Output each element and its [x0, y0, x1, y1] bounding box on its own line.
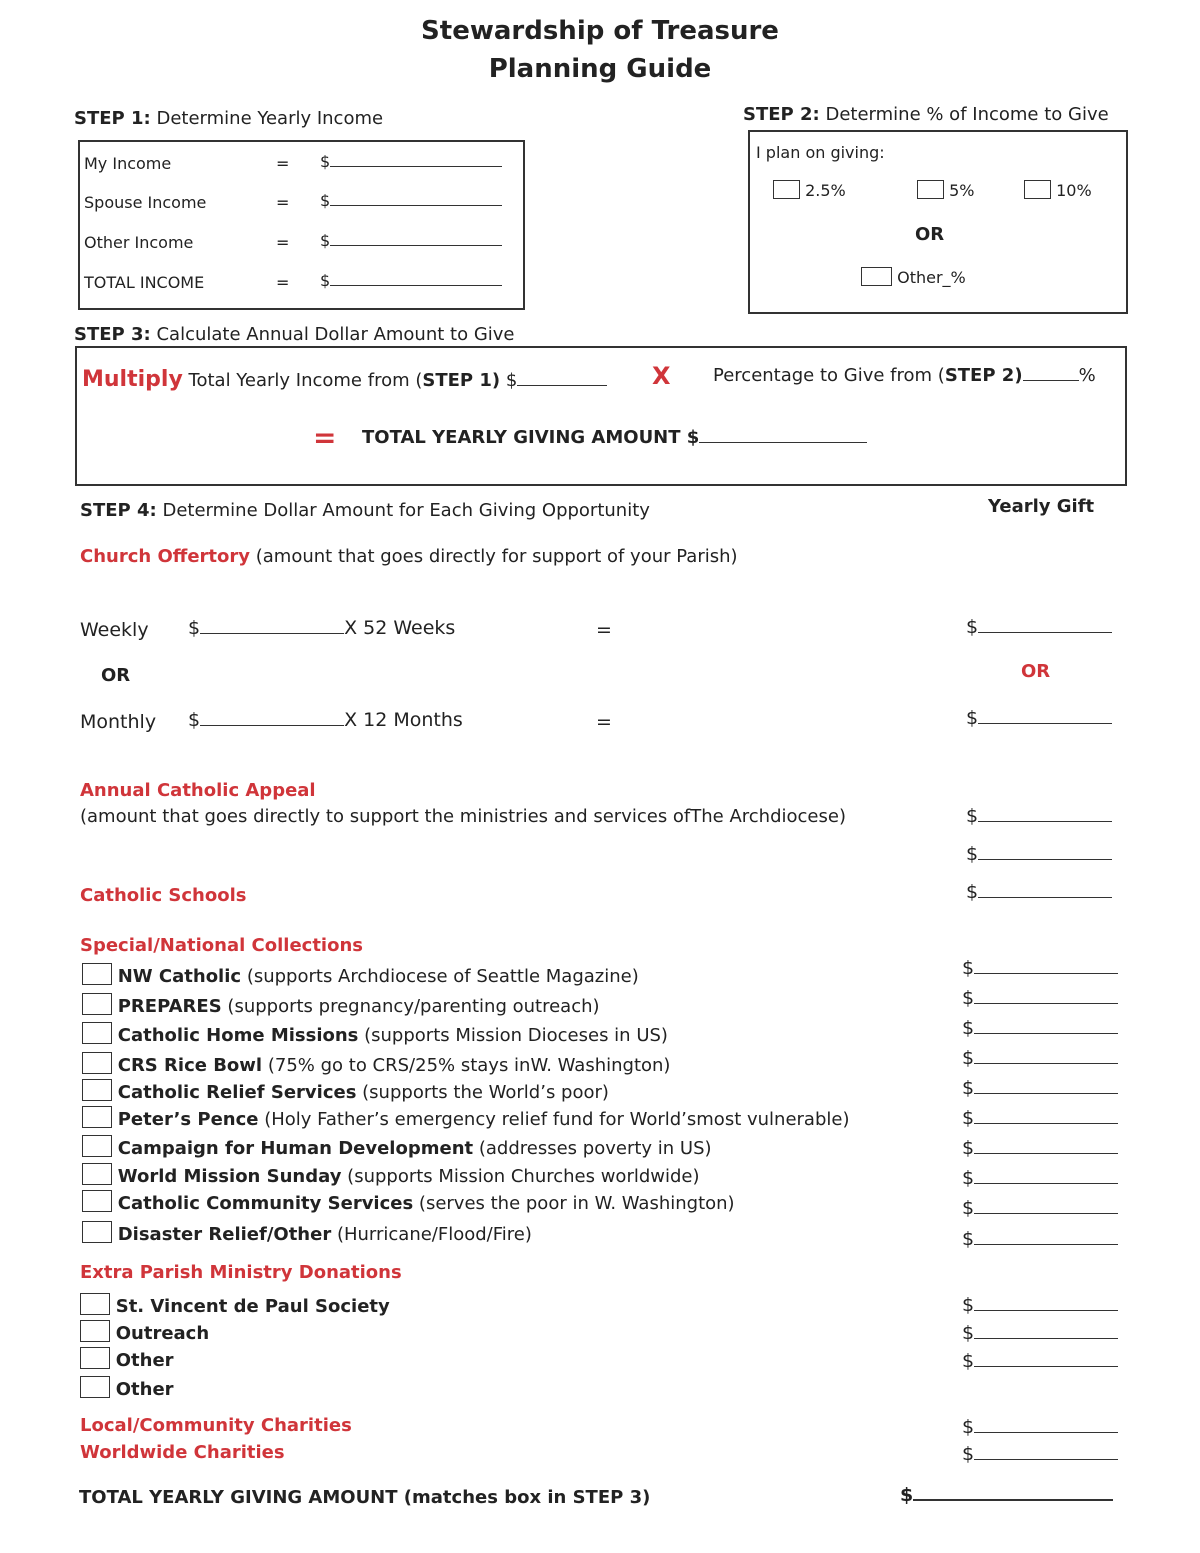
offertory-or-right: OR: [1021, 661, 1051, 682]
spouse-income-label: Spouse Income: [84, 193, 207, 212]
total-field[interactable]: $: [900, 1484, 1113, 1506]
special-heading: Special/National Collections: [80, 935, 363, 956]
amount-field[interactable]: $: [962, 1416, 1118, 1438]
step4-heading: STEP 4: Determine Dollar Amount for Each Giving Opportunity: [80, 500, 650, 521]
checkbox[interactable]: [82, 1135, 112, 1157]
eq-sign: =: [596, 711, 612, 733]
list-item: Outreach: [80, 1320, 209, 1344]
checkbox[interactable]: [82, 1163, 112, 1185]
list-item: World Mission Sunday (supports Mission Churches worldwide): [82, 1163, 700, 1187]
amount-field[interactable]: $: [962, 987, 1118, 1009]
list-item: Disaster Relief/Other (Hurricane/Flood/Fire): [82, 1221, 532, 1245]
checkbox[interactable]: [917, 180, 944, 199]
checkbox[interactable]: [773, 180, 800, 199]
amount-field[interactable]: $: [962, 1322, 1118, 1344]
total-income-field[interactable]: $: [320, 271, 502, 290]
monthly-label: Monthly: [80, 711, 157, 733]
offertory-or-left: OR: [101, 665, 131, 686]
eq-sign: =: [596, 619, 612, 641]
step3-income-row: Multiply Total Yearly Income from (STEP 1) $: [82, 367, 607, 392]
step3-pct-row: Percentage to Give from (STEP 2) %: [713, 365, 1096, 386]
weekly-label: Weekly: [80, 619, 149, 641]
amount-field[interactable]: $: [966, 843, 1112, 865]
option-10[interactable]: 10%: [1024, 180, 1092, 200]
total-income-label: TOTAL INCOME: [84, 273, 205, 292]
checkbox[interactable]: [82, 1221, 112, 1243]
list-item: Catholic Relief Services (supports the World’s poor): [82, 1079, 609, 1103]
amount-field[interactable]: $: [962, 1228, 1118, 1250]
plan-label: I plan on giving:: [756, 143, 885, 162]
amount-field[interactable]: $: [962, 1047, 1118, 1069]
amount-field[interactable]: $: [962, 1107, 1118, 1129]
list-item: NW Catholic (supports Archdiocese of Seattle Magazine): [82, 963, 639, 987]
option-other[interactable]: Other_%: [861, 267, 966, 287]
amount-field[interactable]: $: [962, 1294, 1118, 1316]
appeal-heading: Annual Catholic Appeal: [80, 780, 316, 801]
amount-field[interactable]: $: [962, 1197, 1118, 1219]
worldwide-heading: Worldwide Charities: [80, 1442, 285, 1463]
list-item: Other: [80, 1376, 174, 1400]
amount-field[interactable]: $: [962, 957, 1118, 979]
appeal-desc: (amount that goes directly to support the ministries and services ofThe Archdiocese): [80, 806, 846, 827]
checkbox[interactable]: [861, 267, 892, 286]
eq-sign: =: [276, 154, 290, 173]
checkbox[interactable]: [82, 1190, 112, 1212]
page-title: Stewardship of Treasure: [421, 16, 779, 46]
checkbox[interactable]: [80, 1376, 110, 1398]
total-label: TOTAL YEARLY GIVING AMOUNT (matches box in STEP 3): [79, 1487, 651, 1508]
page-subtitle: Planning Guide: [488, 54, 712, 84]
amount-field[interactable]: $: [962, 1017, 1118, 1039]
amount-field[interactable]: $: [962, 1137, 1118, 1159]
monthly-yearly-field[interactable]: $: [966, 707, 1112, 729]
checkbox[interactable]: [82, 1022, 112, 1044]
my-income-label: My Income: [84, 154, 172, 173]
amount-field[interactable]: $: [962, 1077, 1118, 1099]
weekly-yearly-field[interactable]: $: [966, 616, 1112, 638]
list-item: Catholic Community Services (serves the poor in W. Washington): [82, 1190, 735, 1214]
amount-field[interactable]: $: [962, 1350, 1118, 1372]
list-item: Peter’s Pence (Holy Father’s emergency relief fund for World’smost vulnerable): [82, 1106, 849, 1130]
other-income-label: Other Income: [84, 233, 194, 252]
multiply-x: X: [652, 362, 671, 390]
step3-heading: STEP 3: Calculate Annual Dollar Amount to Give: [74, 324, 515, 345]
list-item: St. Vincent de Paul Society: [80, 1293, 390, 1317]
equals-sign: =: [313, 421, 337, 454]
local-heading: Local/Community Charities: [80, 1415, 352, 1436]
extra-heading: Extra Parish Ministry Donations: [80, 1262, 402, 1283]
option-2-5[interactable]: 2.5%: [773, 180, 846, 200]
checkbox[interactable]: [82, 993, 112, 1015]
my-income-field[interactable]: $: [320, 152, 502, 171]
checkbox[interactable]: [80, 1293, 110, 1315]
weekly-field[interactable]: $ X 52 Weeks: [188, 617, 456, 639]
checkbox[interactable]: [82, 1052, 112, 1074]
list-item: PREPARES (supports pregnancy/parenting outreach): [82, 993, 600, 1017]
amount-field[interactable]: $: [962, 1167, 1118, 1189]
eq-sign: =: [276, 273, 290, 292]
list-item: Other: [80, 1347, 174, 1371]
checkbox[interactable]: [80, 1320, 110, 1342]
eq-sign: =: [276, 193, 290, 212]
checkbox[interactable]: [82, 1106, 112, 1128]
schools-heading: Catholic Schools: [80, 885, 247, 906]
spouse-income-field[interactable]: $: [320, 191, 502, 210]
checkbox[interactable]: [82, 1079, 112, 1101]
list-item: Catholic Home Missions (supports Mission Dioceses in US): [82, 1022, 668, 1046]
step2-or: OR: [915, 224, 945, 245]
step3-total: TOTAL YEARLY GIVING AMOUNT $: [362, 427, 867, 448]
monthly-field[interactable]: $ X 12 Months: [188, 709, 463, 731]
eq-sign: =: [276, 233, 290, 252]
list-item: Campaign for Human Development (addresses poverty in US): [82, 1135, 712, 1159]
appeal-field[interactable]: $: [966, 805, 1112, 827]
amount-field[interactable]: $: [962, 1443, 1118, 1465]
other-income-field[interactable]: $: [320, 231, 502, 250]
list-item: CRS Rice Bowl (75% go to CRS/25% stays inW. Washington): [82, 1052, 670, 1076]
option-5[interactable]: 5%: [917, 180, 974, 200]
schools-field[interactable]: $: [966, 881, 1112, 903]
yearly-gift-header: Yearly Gift: [988, 496, 1095, 517]
step1-heading: STEP 1: Determine Yearly Income: [74, 108, 384, 129]
checkbox[interactable]: [80, 1347, 110, 1369]
checkbox[interactable]: [82, 963, 112, 985]
offertory-heading: Church Offertory (amount that goes directly for support of your Parish): [80, 546, 738, 567]
step2-heading: STEP 2: Determine % of Income to Give: [743, 104, 1109, 125]
checkbox[interactable]: [1024, 180, 1051, 199]
